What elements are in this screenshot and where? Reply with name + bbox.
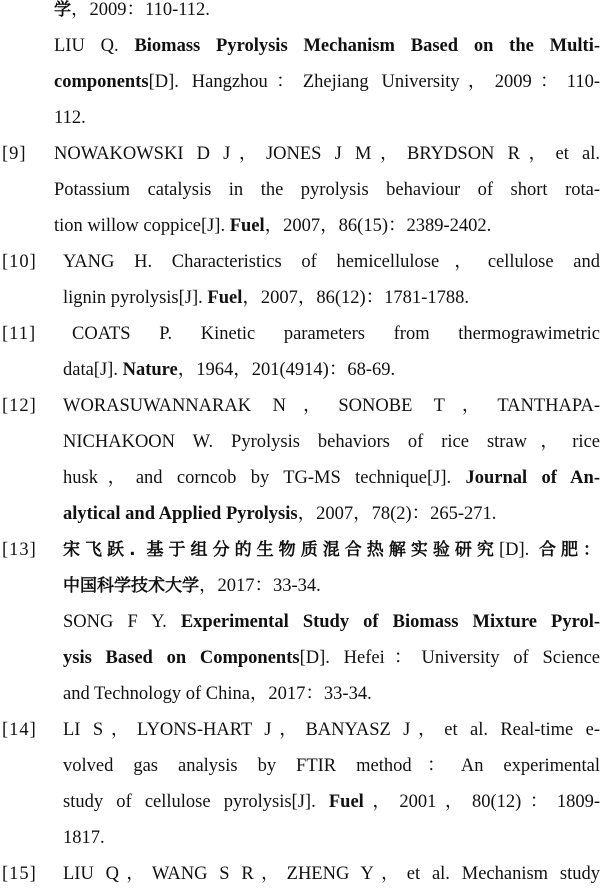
- chinese-text: 合肥：: [538, 540, 600, 560]
- reference-text: [63, 784, 600, 820]
- reference-number: [11]: [2, 324, 37, 344]
- reference-text: [54, 208, 600, 244]
- bold-title-text: Fuel: [328, 792, 364, 812]
- bold-title-text: alytical and Applied Pyrolysis: [63, 504, 298, 524]
- reference-text-line: [0, 460, 600, 496]
- reference-text: [63, 424, 600, 460]
- reference-text: [54, 100, 600, 136]
- reference-text-line: [0, 64, 600, 100]
- citation-text: ，2007，78(2)：265-271.: [297, 504, 497, 524]
- reference-text-line: [0, 820, 600, 856]
- reference-text: [54, 0, 600, 28]
- citation-text: volved gas analysis by FTIR method：An experimental: [63, 756, 600, 776]
- reference-number: [12]: [2, 396, 37, 416]
- reference-text: [63, 640, 600, 676]
- reference-text-line: [0, 280, 600, 316]
- reference-text: [63, 244, 600, 280]
- bold-title-text: Journal of An-: [465, 468, 600, 488]
- chinese-text: 学: [54, 0, 71, 20]
- citation-text: SONG F Y.: [63, 612, 181, 632]
- chinese-text: 宋飞跃. 基于组分的生物质混合热解实验研究: [63, 540, 499, 560]
- reference-entry-start: [0, 388, 600, 424]
- reference-entry-start: [0, 136, 600, 172]
- reference-text: [54, 172, 600, 208]
- citation-text: husk，and corncob by TG-MS technique[J].: [63, 468, 466, 488]
- citation-text: study of cellulose pyrolysis[J].: [63, 792, 329, 812]
- citation-text: ，2001，80(12)：1809-: [363, 792, 600, 812]
- bold-title-text: components: [54, 72, 149, 92]
- citation-text: and Technology of China，2017：33-34.: [63, 684, 372, 704]
- citation-text: 1817.: [63, 828, 105, 848]
- citation-text: LIU Q.: [54, 36, 135, 56]
- citation-text: tion willow coppice[J].: [54, 216, 230, 236]
- reference-text: [72, 316, 600, 352]
- reference-text: [54, 136, 600, 172]
- citation-text: YANG H. Characteristics of hemicellulose，cellulose and: [63, 252, 600, 272]
- reference-text: [63, 748, 600, 784]
- reference-number: [9]: [2, 144, 27, 164]
- bold-title-text: Experimental Study of Biomass Mixture Pyrol-: [180, 612, 600, 632]
- reference-text: [63, 856, 600, 892]
- reference-text: [54, 28, 600, 64]
- reference-entry-start: [0, 532, 600, 568]
- reference-text-line: [0, 28, 600, 64]
- reference-text-line: [0, 676, 600, 712]
- reference-text: [54, 64, 600, 100]
- citation-text: LIU Q，WANG S R，ZHENG Y，et al. Mechanism study: [63, 864, 600, 884]
- bold-title-text: ysis Based on Components: [63, 648, 300, 668]
- citation-text: NOWAKOWSKI D J，JONES J M，BRYDSON R，et al.: [54, 144, 600, 164]
- citation-text: [D]. Hefei：University of Science: [299, 648, 600, 668]
- reference-text-line: [0, 748, 600, 784]
- citation-text: ，2007，86(12)：1781-1788.: [242, 288, 469, 308]
- reference-text-line: [0, 208, 600, 244]
- citation-text: data[J].: [63, 360, 123, 380]
- citation-text: lignin pyrolysis[J].: [63, 288, 208, 308]
- reference-text-line: [0, 604, 600, 640]
- chinese-text: 中国科学技术大学: [63, 576, 199, 596]
- reference-text: [63, 568, 600, 604]
- reference-number: [10]: [2, 252, 37, 272]
- citation-text: WORASUWANNARAK N，SONOBE T，TANTHAPA-: [63, 396, 600, 416]
- bold-title-text: Biomass Pyrolysis Mechanism Based on the Multi-: [134, 36, 600, 56]
- citation-text: Potassium catalysis in the pyrolysis behaviour of short rota-: [54, 180, 600, 200]
- citation-text: COATS P. Kinetic parameters from thermograwimetric: [72, 324, 600, 344]
- reference-text: [63, 820, 600, 856]
- reference-text: [63, 712, 600, 748]
- citation-text: ，2009：110-112.: [71, 0, 210, 20]
- bold-title-text: Nature: [122, 360, 178, 380]
- reference-text: [63, 496, 600, 532]
- reference-entry-start: [0, 244, 600, 280]
- reference-text: [63, 388, 600, 424]
- reference-number: [15]: [2, 864, 37, 884]
- reference-text-line: [0, 568, 600, 604]
- reference-entry-start: [0, 316, 600, 352]
- reference-text: [63, 460, 600, 496]
- reference-text-line: [0, 172, 600, 208]
- reference-text-line: [0, 352, 600, 388]
- reference-entry-start: [0, 856, 600, 892]
- citation-text: NICHAKOON W. Pyrolysis behaviors of rice straw，rice: [63, 432, 600, 452]
- reference-text: [63, 352, 600, 388]
- reference-text-line: [0, 496, 600, 532]
- reference-text: [63, 280, 600, 316]
- reference-number: [14]: [2, 720, 37, 740]
- reference-text: [63, 604, 600, 640]
- citation-text: [D]. Hangzhou：Zhejiang University，2009：110-: [148, 72, 600, 92]
- reference-text-line: [0, 100, 600, 136]
- reference-text-line: [0, 424, 600, 460]
- reference-text: [63, 532, 600, 568]
- bold-title-text: Fuel: [229, 216, 265, 236]
- citation-text: ，1964，201(4914)：68-69.: [177, 360, 396, 380]
- citation-text: ，2017：33-34.: [199, 576, 321, 596]
- citation-text: 112.: [54, 108, 86, 128]
- reference-text-line: [0, 784, 600, 820]
- reference-entry-start: [0, 712, 600, 748]
- citation-text: ，2007，86(15)：2389-2402.: [264, 216, 492, 236]
- reference-text-line: [0, 640, 600, 676]
- bold-title-text: Fuel: [207, 288, 243, 308]
- citation-text: [D].: [498, 540, 539, 560]
- reference-text: [63, 676, 600, 712]
- reference-number: [13]: [2, 540, 37, 560]
- citation-text: LI S，LYONS-HART J，BANYASZ J，et al. Real-time e-: [63, 720, 600, 740]
- reference-text-line: [0, 0, 600, 28]
